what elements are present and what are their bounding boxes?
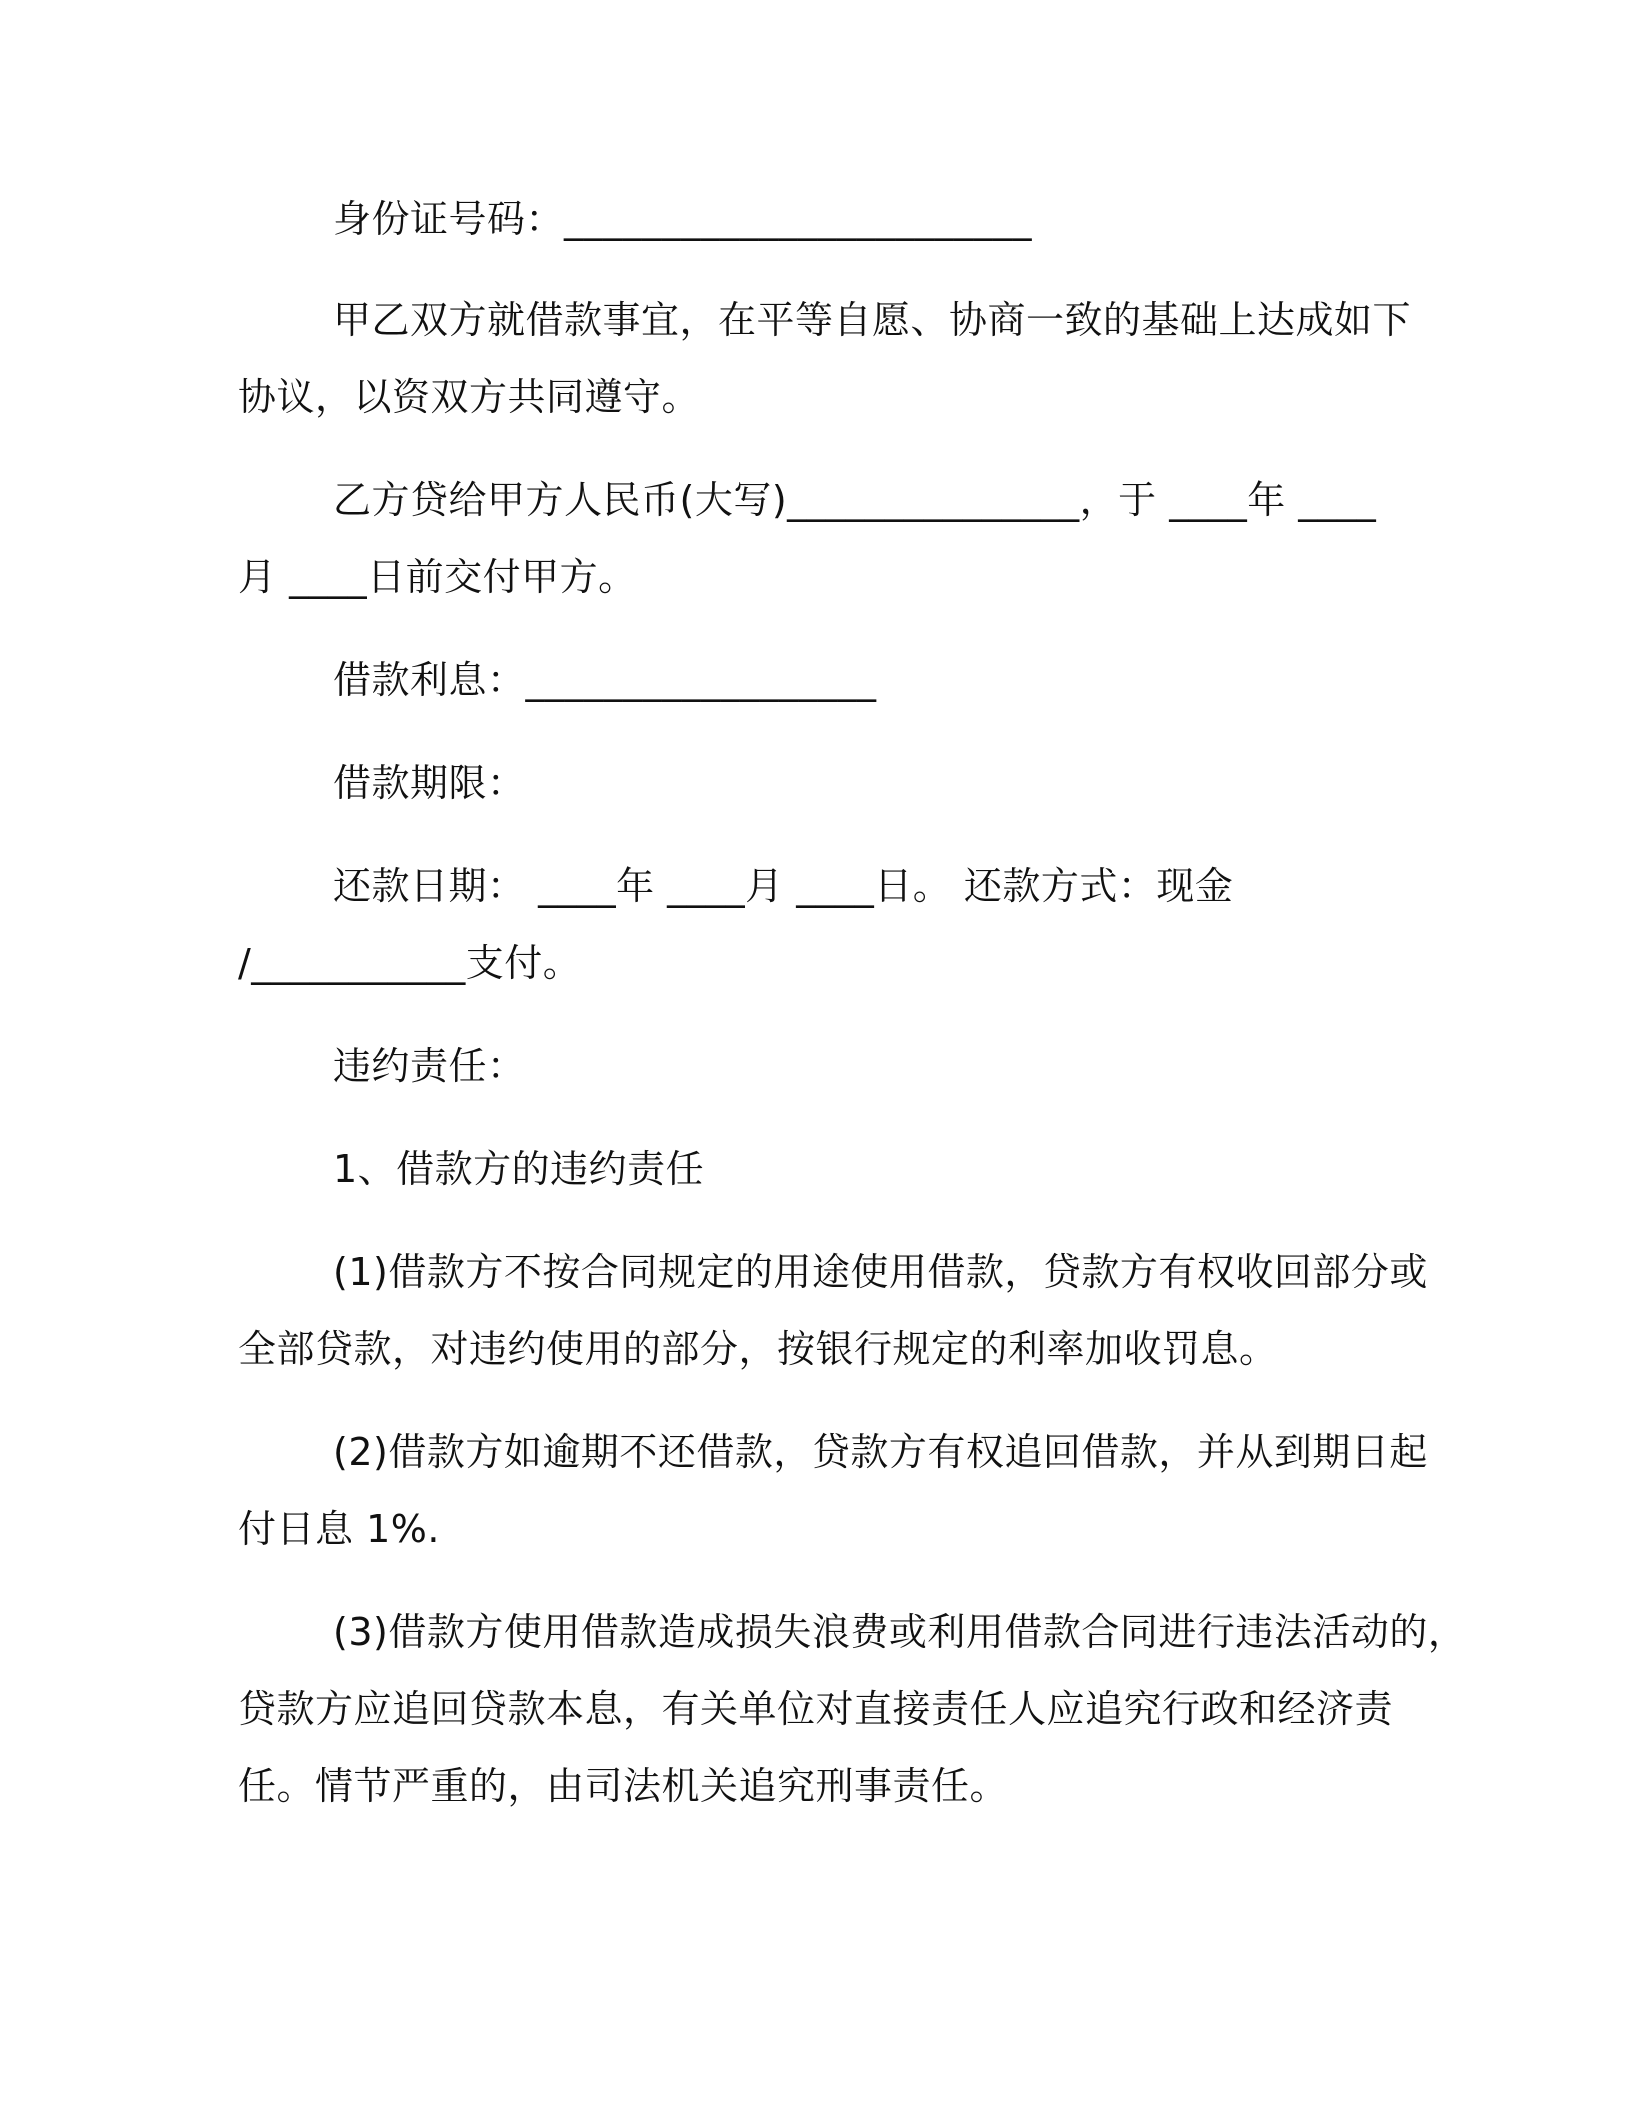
- repayment-line-1: 还款日期： ____年 ____月 ____日。 还款方式：现金: [333, 864, 1234, 908]
- loan-amount-line-2: 月 ____日前交付甲方。: [238, 555, 637, 599]
- clause-2-line-2: 付日息 1%.: [238, 1507, 440, 1551]
- clause-3-line-2: 贷款方应追回贷款本息，有关单位对直接责任人应追究行政和经济责: [238, 1687, 1394, 1731]
- clause-1-line-1: (1)借款方不按合同规定的用途使用借款，贷款方有权收回部分或: [333, 1250, 1428, 1294]
- clause-3-line-1: (3)借款方使用借款造成损失浪费或利用借款合同进行违法活动的，: [333, 1610, 1467, 1654]
- id-number-line: 身份证号码：________________________: [333, 197, 1033, 241]
- breach-heading: 违约责任：: [333, 1044, 526, 1088]
- agreement-intro-line-2: 协议，以资双方共同遵守。: [238, 375, 701, 419]
- loan-term-line: 借款期限：: [333, 761, 526, 805]
- agreement-intro-line-1: 甲乙双方就借款事宜，在平等自愿、协商一致的基础上达成如下: [333, 298, 1412, 342]
- clause-1-line-2: 全部贷款，对违约使用的部分，按银行规定的利率加收罚息。: [238, 1327, 1278, 1371]
- loan-interest-line: 借款利息：__________________: [333, 658, 877, 702]
- clause-3-line-3: 任。情节严重的，由司法机关追究刑事责任。: [238, 1764, 1009, 1808]
- loan-amount-line-1: 乙方贷给甲方人民币(大写)_______________，于 ____年 ____: [333, 478, 1377, 522]
- borrower-breach-heading: 1、借款方的违约责任: [333, 1147, 705, 1191]
- clause-2-line-1: (2)借款方如逾期不还借款，贷款方有权追回借款，并从到期日起: [333, 1430, 1428, 1474]
- repayment-line-2: /___________支付。: [238, 941, 582, 985]
